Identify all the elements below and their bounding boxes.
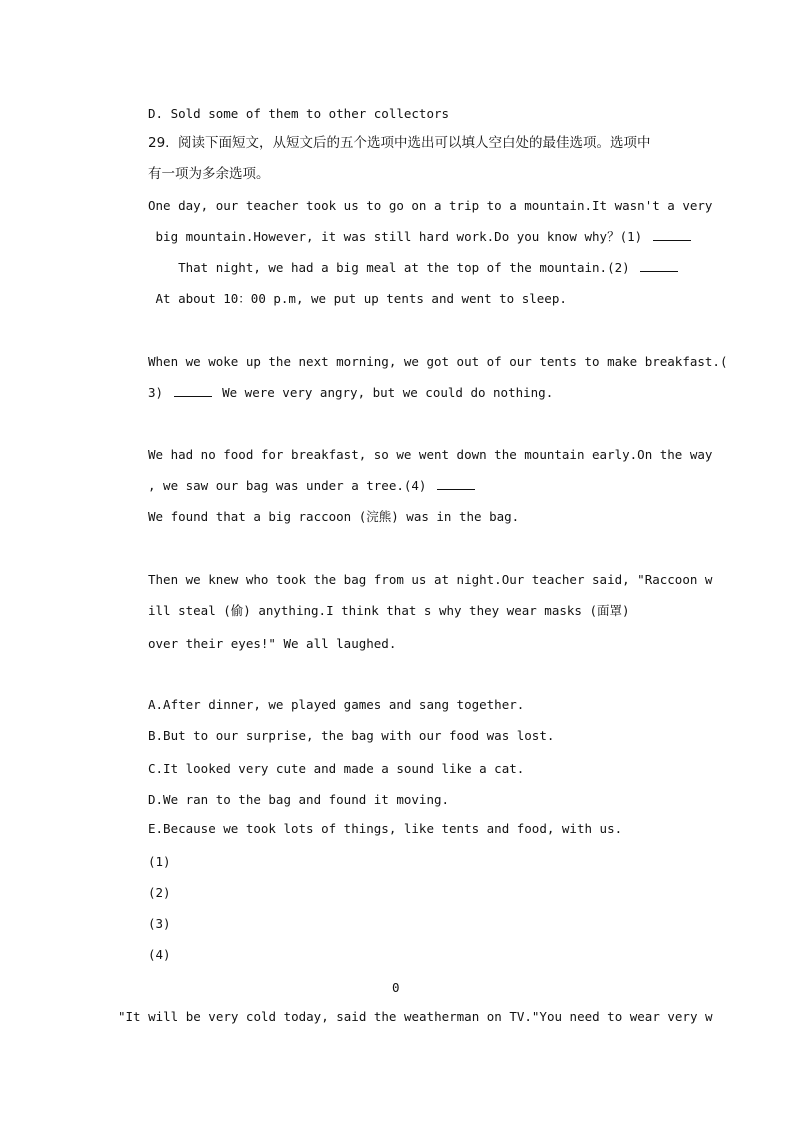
question-29-instructions-cont: 有一项为多余选项。 (148, 166, 270, 182)
passage-line-10: Then we knew who took the bag from us at night.Our teacher said, "Raccoon w (148, 572, 713, 587)
blank-4[interactable] (437, 478, 475, 490)
passage-line-2: big mountain.However, it was still hard work.Do you know why？(1) (148, 229, 694, 245)
option-c: C.It looked very cute and made a sound like a cat. (148, 761, 525, 776)
passage-line-4: At about 10：00 p.m, we put up tents and went to sleep. (148, 291, 567, 306)
passage-line-3: That night, we had a big meal at the top of the mountain.(2) (148, 260, 681, 276)
blank-1[interactable] (653, 229, 691, 241)
answer-label-1: (1) (148, 854, 171, 869)
passage-line-12: over their eyes!" We all laughed. (148, 636, 397, 651)
passage-line-1: One day, our teacher took us to go on a trip to a mountain.It wasn't a very (148, 198, 713, 213)
passage-line-11: ill steal (偷) anything.I think that s why they wear masks (面罩) (148, 603, 630, 618)
next-passage-line: "It will be very cold today, said the weatherman on TV."You need to wear very w (118, 1009, 713, 1024)
previous-option-d: D. Sold some of them to other collectors (148, 106, 450, 121)
option-e: E.Because we took lots of things, like tents and food, with us. (148, 821, 623, 836)
passage-line-9: We found that a big raccoon (浣熊) was in the bag. (148, 509, 520, 524)
passage-line-5: When we woke up the next morning, we got out of our tents to make breakfast.( (148, 354, 728, 369)
option-b: B.But to our surprise, the bag with our food was lost. (148, 728, 555, 743)
blank-2[interactable] (640, 260, 678, 272)
passage-line-7: We had no food for breakfast, so we went down the mountain early.On the way (148, 447, 713, 462)
option-a: A.After dinner, we played games and sang together. (148, 697, 525, 712)
question-29-instructions: 29. 阅读下面短文，从短文后的五个选项中选出可以填人空白处的最佳选项。选项中 (148, 135, 651, 151)
page-number: 0 (392, 980, 400, 995)
option-d: D.We ran to the bag and found it moving. (148, 792, 450, 807)
passage-line-8: , we saw our bag was under a tree.(4) (148, 478, 478, 494)
answer-label-2: (2) (148, 885, 171, 900)
passage-line-6: 3) We were very angry, but we could do nothing. (148, 385, 554, 400)
answer-label-4: (4) (148, 947, 171, 962)
blank-3[interactable] (174, 385, 212, 397)
answer-label-3: (3) (148, 916, 171, 931)
